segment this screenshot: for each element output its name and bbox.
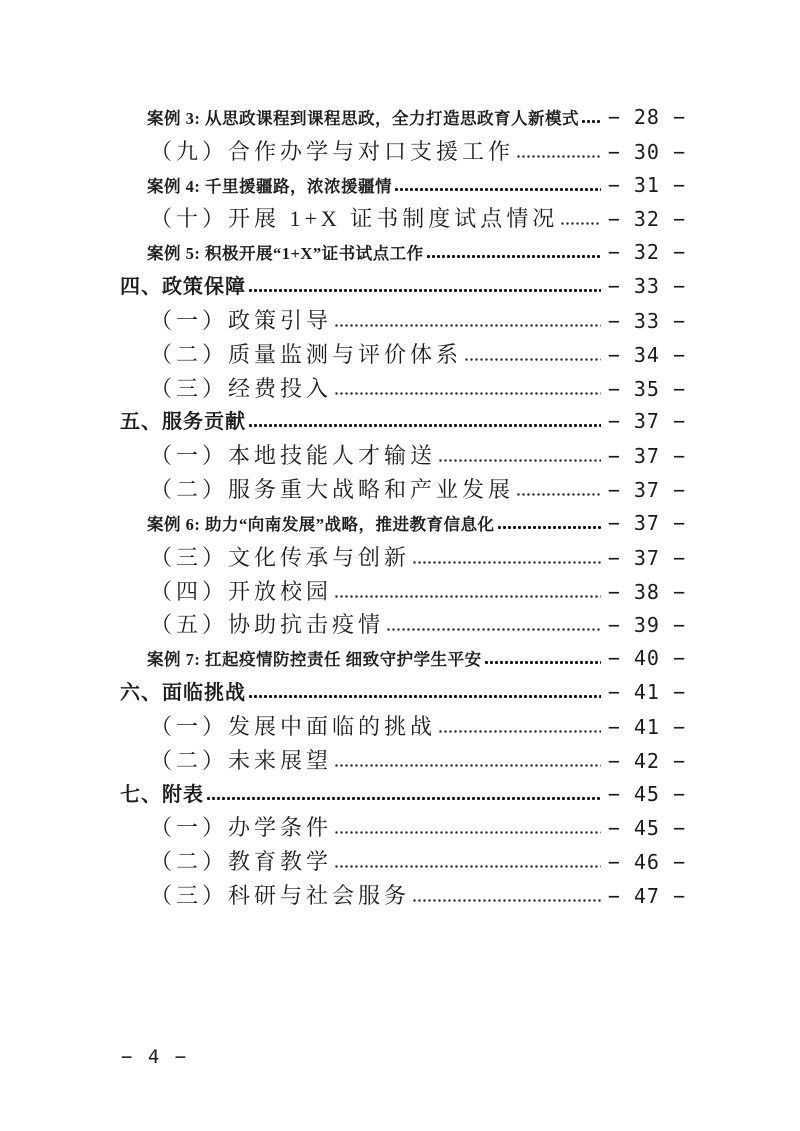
toc-entry <box>120 304 686 338</box>
toc-entry-label: （三）经费投入 <box>150 375 333 401</box>
toc-entry-label: 五、服务贡献 <box>120 411 246 434</box>
toc-entry-label: （十）开展 1+X 证书制度试点情况 <box>150 206 559 232</box>
toc-entry <box>120 507 686 541</box>
toc-leader-dots <box>516 154 601 159</box>
toc-leader-dots <box>394 187 601 192</box>
toc-entry-label: 四、政策保障 <box>120 276 246 299</box>
toc-page-number: − 35 − <box>607 376 686 401</box>
toc-entry <box>120 845 686 879</box>
toc-leader-dots <box>248 423 601 428</box>
footer-page-number: − 4 − <box>121 1046 189 1068</box>
toc-entry-label: 六、面临挑战 <box>120 682 246 705</box>
toc-leader-dots <box>248 694 601 699</box>
toc-entry-label: （二）服务重大战略和产业发展 <box>150 477 515 503</box>
toc-leader-dots <box>497 525 602 530</box>
toc-page-number: − 45 − <box>607 816 686 841</box>
toc-leader-dots <box>412 560 601 565</box>
toc-entry <box>120 202 686 236</box>
toc-leader-dots <box>412 898 601 903</box>
toc-entry-label: （一）发展中面临的挑战 <box>150 713 437 739</box>
toc-page-number: − 38 − <box>607 579 686 604</box>
toc-page-number: − 37 − <box>607 478 686 503</box>
toc-page-number: − 41 − <box>607 680 686 705</box>
toc-page-number: − 42 − <box>607 748 686 773</box>
toc-entry <box>120 676 686 710</box>
toc-leader-dots <box>334 864 601 869</box>
toc-leader-dots <box>334 323 601 328</box>
toc-leader-dots <box>334 830 601 835</box>
toc-entry-label: 七、附表 <box>120 783 204 806</box>
toc-entry-label: （二）教育教学 <box>150 849 333 875</box>
toc-entry-label: （五）协助抗击疫情 <box>150 612 385 638</box>
toc-page-number: − 28 − <box>607 105 686 129</box>
toc-leader-dots <box>516 492 601 497</box>
toc-leader-dots <box>334 391 601 396</box>
toc-leader-dots <box>334 763 601 768</box>
toc-entry <box>120 270 686 304</box>
toc-page-number: − 32 − <box>607 240 686 265</box>
toc-entry <box>120 879 686 913</box>
toc-entry <box>120 642 686 676</box>
toc-entry <box>120 778 686 812</box>
toc-leader-dots <box>560 221 601 226</box>
toc-entry <box>120 439 686 473</box>
toc-entry-label: （二）质量监测与评价体系 <box>150 341 463 367</box>
toc-entry <box>120 541 686 575</box>
toc-page-number: − 32 − <box>607 207 686 232</box>
toc-page-number: − 47 − <box>607 884 686 909</box>
toc-page-number: − 33 − <box>607 274 686 299</box>
toc-entry-label: （九）合作办学与对口支援工作 <box>150 138 515 164</box>
toc-entry <box>120 236 686 270</box>
toc-page-number: − 31 − <box>607 172 686 197</box>
toc-leader-dots <box>386 627 601 632</box>
toc-entry <box>120 101 686 135</box>
toc-leader-dots <box>484 660 601 665</box>
toc-leader-dots <box>581 119 601 124</box>
toc-page-number: − 37 − <box>607 409 686 434</box>
toc-entry <box>120 405 686 439</box>
toc-leader-dots <box>464 357 601 362</box>
toc-entry-label: （二）未来展望 <box>150 747 333 773</box>
toc-entry-label: 案例 4: 千里援疆路，浓浓援疆情 <box>147 176 392 196</box>
toc-entry <box>120 135 686 169</box>
toc-entry-label: 案例 5: 积极开展“1+X”证书试点工作 <box>147 244 424 264</box>
toc-leader-dots <box>438 729 601 734</box>
toc-entry <box>120 575 686 609</box>
toc-entry-label: 案例 3: 从思政课程到课程思政，全力打造思政育人新模式 <box>147 109 579 128</box>
toc-entry <box>120 169 686 203</box>
toc-page-number: − 34 − <box>607 342 686 367</box>
toc-page-number: − 46 − <box>607 850 686 875</box>
toc-leader-dots <box>248 288 601 293</box>
toc-entry <box>120 338 686 372</box>
toc-entry-label: （一）本地技能人才输送 <box>150 443 437 469</box>
toc-page-number: − 37 − <box>607 510 686 535</box>
toc-entry-label: （三）科研与社会服务 <box>150 883 411 909</box>
toc-entry <box>120 710 686 744</box>
toc-page-number: − 39 − <box>607 613 686 638</box>
toc-entry <box>120 744 686 778</box>
toc-page-number: − 37 − <box>607 545 686 570</box>
toc-leader-dots <box>206 796 601 801</box>
toc-entry <box>120 473 686 507</box>
toc-entry-label: （三）文化传承与创新 <box>150 544 411 570</box>
toc-page-number: − 45 − <box>607 781 686 806</box>
toc-page-number: − 30 − <box>607 139 686 164</box>
toc-page-number: − 37 − <box>607 444 686 469</box>
toc-entry <box>120 608 686 642</box>
toc-entry-label: 案例 7: 扛起疫情防控责任 细致守护学生平安 <box>147 650 482 670</box>
toc-entry-label: （一）办学条件 <box>150 815 333 841</box>
toc-list <box>120 101 686 913</box>
toc-page-number: − 33 − <box>607 308 686 333</box>
toc-leader-dots <box>438 458 601 463</box>
toc-entry <box>120 811 686 845</box>
toc-entry-label: （四）开放校园 <box>150 578 333 604</box>
toc-leader-dots <box>334 594 601 599</box>
toc-page-number: − 40 − <box>607 646 686 671</box>
toc-entry-label: （一）政策引导 <box>150 307 333 333</box>
toc-leader-dots <box>426 254 601 259</box>
toc-page-number: − 41 − <box>607 714 686 739</box>
toc-entry <box>120 372 686 406</box>
toc-entry-label: 案例 6: 助力“向南发展”战略，推进教育信息化 <box>147 514 495 534</box>
